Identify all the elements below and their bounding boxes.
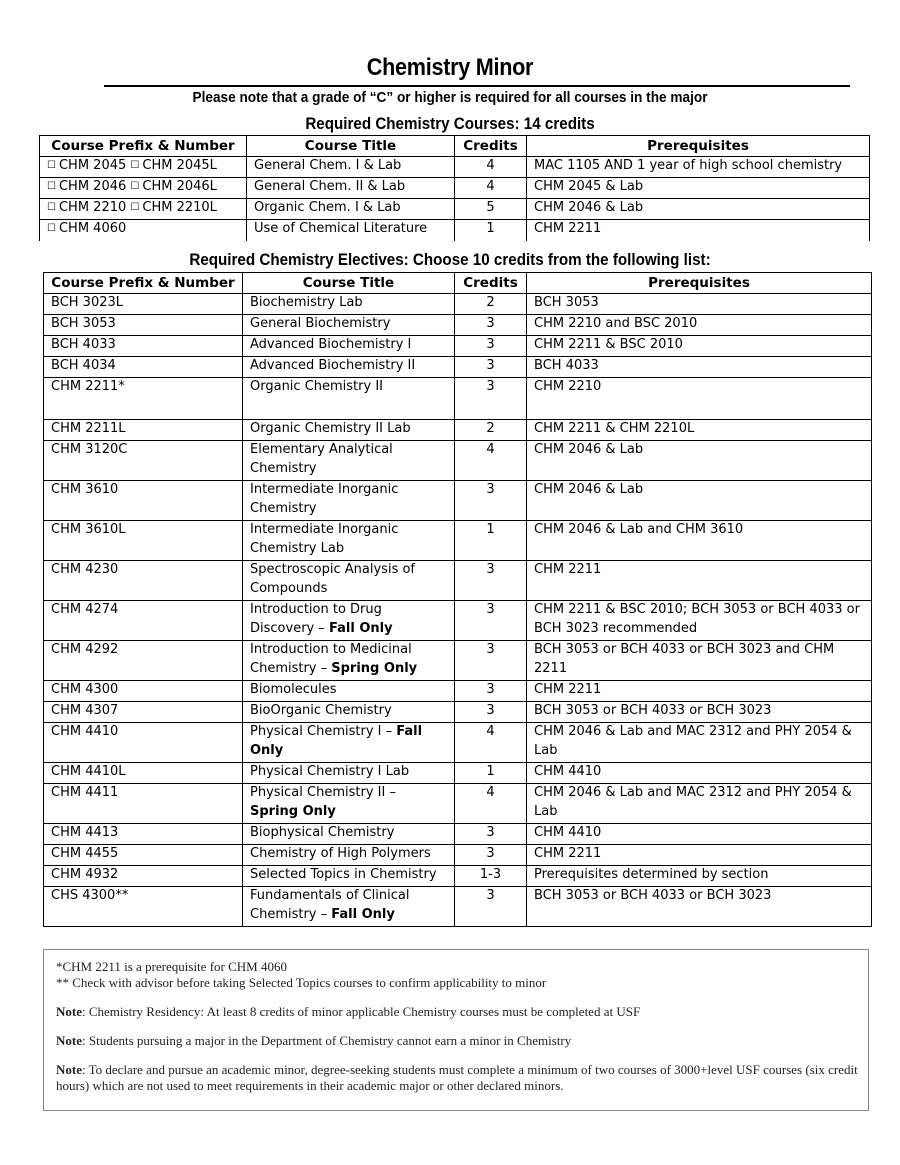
course-prerequisites: BCH 3053 or BCH 4033 or BCH 3023 xyxy=(527,702,872,723)
course-title xyxy=(243,441,455,481)
electives-heading: Required Chemistry Electives: Choose 10 credits from the following list: xyxy=(189,251,711,269)
course-prerequisites: CHM 2046 & Lab and MAC 2312 and PHY 2054 & Lab xyxy=(527,723,872,763)
checkbox-icon[interactable]: ☐ xyxy=(130,160,140,171)
note-text: : To declare and pursue an academic minor, degree-seeking students must complete a minimum of two courses of 3000+level USF courses (six credit hours) which are not used to meet requirements in their academic major or other declared minors. xyxy=(56,1062,858,1093)
table-row xyxy=(44,378,872,420)
column-header: Course Prefix & Number xyxy=(44,273,243,294)
course-number: CHM 4307 xyxy=(44,702,243,723)
table-row xyxy=(44,294,872,315)
column-header: Credits xyxy=(455,136,527,157)
course-prerequisites: CHM 2045 & Lab xyxy=(527,178,870,199)
course-title xyxy=(243,420,455,441)
course-credits: 3 xyxy=(455,357,527,378)
course-number: CHM 2211L xyxy=(44,420,243,441)
table-row xyxy=(44,336,872,357)
course-title-text: Selected Topics in Chemistry xyxy=(250,867,437,882)
course-title xyxy=(243,294,455,315)
course-title: Organic Chem. I & Lab xyxy=(247,199,455,220)
course-title xyxy=(243,824,455,845)
course-prerequisites: CHM 2210 and BSC 2010 xyxy=(527,315,872,336)
course-prerequisites: CHM 2210 xyxy=(527,378,872,420)
course-credits: 3 xyxy=(455,315,527,336)
course-credits: 3 xyxy=(455,887,527,927)
checkbox-icon[interactable]: ☐ xyxy=(47,181,56,192)
course-title-text: Introduction to Medicinal Chemistry – xyxy=(250,642,412,676)
checkbox-icon[interactable]: ☐ xyxy=(130,181,140,192)
course-title xyxy=(243,521,455,561)
course-number: BCH 4033 xyxy=(44,336,243,357)
course-title-text: Physical Chemistry I – xyxy=(250,724,397,739)
course-title-text: Intermediate Inorganic Chemistry xyxy=(250,482,399,516)
course-credits: 4 xyxy=(455,723,527,763)
required-courses-table xyxy=(39,135,870,241)
course-credits: 2 xyxy=(455,294,527,315)
course-prerequisites: CHM 2211 & BSC 2010; BCH 3053 or BCH 4033 or BCH 3023 recommended xyxy=(527,601,872,641)
course-cell xyxy=(40,178,247,199)
course-title xyxy=(243,784,455,824)
course-credits: 3 xyxy=(455,845,527,866)
course-title xyxy=(243,723,455,763)
course-title xyxy=(243,887,455,927)
course-credits: 3 xyxy=(455,601,527,641)
table-row xyxy=(44,561,872,601)
note-label: Note xyxy=(56,1004,82,1019)
checkbox-icon[interactable]: ☐ xyxy=(47,202,56,213)
course-title xyxy=(243,763,455,784)
course-credits: 3 xyxy=(455,702,527,723)
table-row xyxy=(44,702,872,723)
table-row xyxy=(40,178,870,199)
course-number: CHM 2046L xyxy=(142,179,217,194)
course-prerequisites: CHM 2046 & Lab xyxy=(527,441,872,481)
course-number: CHM 4410L xyxy=(44,763,243,784)
course-title xyxy=(243,357,455,378)
course-title-text: Physical Chemistry I Lab xyxy=(250,764,410,779)
table-row xyxy=(40,220,870,241)
course-credits: 4 xyxy=(455,178,527,199)
note-label: Note xyxy=(56,1033,82,1048)
course-prerequisites: CHM 2211 & BSC 2010 xyxy=(527,336,872,357)
course-prerequisites: CHM 2046 & Lab xyxy=(527,481,872,521)
table-row xyxy=(44,784,872,824)
course-credits: 1-3 xyxy=(455,866,527,887)
course-number: CHM 4300 xyxy=(44,681,243,702)
table-row xyxy=(44,763,872,784)
course-title-text: Elementary Analytical Chemistry xyxy=(250,442,393,476)
table-row xyxy=(44,441,872,481)
course-title-text: BioOrganic Chemistry xyxy=(250,703,392,718)
course-prerequisites: MAC 1105 AND 1 year of high school chemistry xyxy=(527,157,870,178)
course-credits: 3 xyxy=(455,336,527,357)
course-title: General Chem. II & Lab xyxy=(247,178,455,199)
course-prerequisites: CHM 2211 & CHM 2210L xyxy=(527,420,872,441)
course-title-text: Biochemistry Lab xyxy=(250,295,363,310)
column-header: Credits xyxy=(455,273,527,294)
course-title-text: Chemistry of High Polymers xyxy=(250,846,431,861)
column-header: Prerequisites xyxy=(527,273,872,294)
course-credits: 4 xyxy=(455,157,527,178)
course-title: Use of Chemical Literature xyxy=(247,220,455,241)
table-row xyxy=(44,315,872,336)
table-row xyxy=(44,887,872,927)
page-title: Chemistry Minor xyxy=(366,54,534,81)
course-credits: 3 xyxy=(455,378,527,420)
course-title-text: Organic Chemistry II xyxy=(250,379,383,394)
note-major-restriction xyxy=(56,1033,858,1049)
table-row xyxy=(44,681,872,702)
table-row xyxy=(44,866,872,887)
course-title xyxy=(243,601,455,641)
course-credits: 4 xyxy=(455,784,527,824)
course-title xyxy=(243,378,455,420)
course-title xyxy=(243,866,455,887)
course-number: CHM 4455 xyxy=(44,845,243,866)
term-availability: Fall Only xyxy=(329,620,393,636)
table-row xyxy=(44,723,872,763)
course-cell xyxy=(40,157,247,178)
course-prerequisites: Prerequisites determined by section xyxy=(527,866,872,887)
course-title-text: Biophysical Chemistry xyxy=(250,825,395,840)
course-title xyxy=(243,845,455,866)
column-header: Course Title xyxy=(247,136,455,157)
note-label: Note xyxy=(56,1062,82,1077)
table-row xyxy=(40,157,870,178)
course-number: CHM 3120C xyxy=(44,441,243,481)
course-credits: 4 xyxy=(455,441,527,481)
footnote-star: *CHM 2211 is a prerequisite for CHM 4060 xyxy=(56,959,287,974)
course-title-text: Advanced Biochemistry I xyxy=(250,337,412,352)
course-prerequisites: CHM 2211 xyxy=(527,681,872,702)
column-header: Course Prefix & Number xyxy=(40,136,247,157)
course-prerequisites: BCH 3053 xyxy=(527,294,872,315)
course-number: CHM 4274 xyxy=(44,601,243,641)
course-number: CHM 3610 xyxy=(44,481,243,521)
electives-table xyxy=(43,272,872,927)
course-title xyxy=(243,681,455,702)
course-credits: 3 xyxy=(455,824,527,845)
course-prerequisites: CHM 2211 xyxy=(527,220,870,241)
course-credits: 1 xyxy=(455,763,527,784)
checkbox-icon[interactable]: ☐ xyxy=(47,160,56,171)
table-row xyxy=(44,824,872,845)
table-row xyxy=(44,601,872,641)
footnote-double-star: ** Check with advisor before taking Selected Topics courses to confirm applicability to minor xyxy=(56,975,547,990)
course-title-text: Advanced Biochemistry II xyxy=(250,358,416,373)
course-number: CHM 4410 xyxy=(44,723,243,763)
course-number: CHM 2211* xyxy=(44,378,243,420)
course-title-text: Spectroscopic Analysis of Compounds xyxy=(250,562,416,596)
course-credits: 1 xyxy=(455,521,527,561)
course-title xyxy=(243,561,455,601)
course-number: CHM 4411 xyxy=(44,784,243,824)
course-prerequisites: BCH 4033 xyxy=(527,357,872,378)
course-number: CHM 2045L xyxy=(142,158,217,173)
note-residency xyxy=(56,1004,858,1020)
course-prerequisites: CHM 2046 & Lab xyxy=(527,199,870,220)
term-availability: Spring Only xyxy=(250,803,336,819)
course-number: CHM 2045 xyxy=(58,158,127,173)
course-title xyxy=(243,481,455,521)
course-prerequisites: CHM 2046 & Lab and MAC 2312 and PHY 2054 & Lab xyxy=(527,784,872,824)
course-title xyxy=(243,315,455,336)
course-number: CHM 4292 xyxy=(44,641,243,681)
table-header-row xyxy=(44,273,872,294)
table-row xyxy=(40,199,870,220)
course-number: BCH 4034 xyxy=(44,357,243,378)
course-title xyxy=(243,641,455,681)
course-title-text: Biomolecules xyxy=(250,682,337,697)
course-title-text: General Biochemistry xyxy=(250,316,391,331)
footnotes-box xyxy=(43,949,869,1111)
course-prerequisites: BCH 3053 or BCH 4033 or BCH 3023 xyxy=(527,887,872,927)
table-header-row xyxy=(40,136,870,157)
course-title xyxy=(243,702,455,723)
course-credits: 3 xyxy=(455,561,527,601)
course-prerequisites: CHM 2046 & Lab and CHM 3610 xyxy=(527,521,872,561)
note-text: : Students pursuing a major in the Department of Chemistry cannot earn a minor in Chemistry xyxy=(82,1033,572,1048)
table-row xyxy=(44,845,872,866)
checkbox-icon[interactable]: ☐ xyxy=(130,202,140,213)
course-prerequisites: BCH 3053 or BCH 4033 or BCH 3023 and CHM 2211 xyxy=(527,641,872,681)
course-number: CHM 4932 xyxy=(44,866,243,887)
course-credits: 1 xyxy=(455,220,527,241)
title-divider xyxy=(104,85,850,87)
course-number: CHM 4230 xyxy=(44,561,243,601)
course-prerequisites: CHM 4410 xyxy=(527,763,872,784)
course-title-text: Physical Chemistry II – xyxy=(250,785,396,800)
term-availability: Fall Only xyxy=(331,906,395,922)
column-header: Prerequisites xyxy=(527,136,870,157)
course-title-text: Introduction to Drug Discovery – xyxy=(250,602,382,636)
course-prerequisites: CHM 4410 xyxy=(527,824,872,845)
course-number: CHM 2210 xyxy=(58,200,127,215)
course-number: BCH 3023L xyxy=(44,294,243,315)
course-number: CHM 4413 xyxy=(44,824,243,845)
course-cell xyxy=(40,199,247,220)
course-title-text: Intermediate Inorganic Chemistry Lab xyxy=(250,522,399,556)
course-cell xyxy=(40,220,247,241)
note-text: : Chemistry Residency: At least 8 credits of minor applicable Chemistry courses must be completed at USF xyxy=(82,1004,641,1019)
table-row xyxy=(44,481,872,521)
course-number: CHM 4060 xyxy=(58,221,127,236)
table-row xyxy=(44,420,872,441)
course-credits: 3 xyxy=(455,681,527,702)
course-credits: 3 xyxy=(455,481,527,521)
course-number: CHM 2046 xyxy=(58,179,127,194)
course-title xyxy=(243,336,455,357)
term-availability: Spring Only xyxy=(331,660,418,676)
course-number: BCH 3053 xyxy=(44,315,243,336)
course-title: General Chem. I & Lab xyxy=(247,157,455,178)
required-courses-heading: Required Chemistry Courses: 14 credits xyxy=(305,115,595,133)
note-declaration xyxy=(56,1062,858,1094)
table-row xyxy=(44,357,872,378)
course-title-text: Fundamentals of Clinical Chemistry – xyxy=(250,888,410,922)
course-number: CHS 4300** xyxy=(44,887,243,927)
table-row xyxy=(44,521,872,561)
course-credits: 3 xyxy=(455,641,527,681)
course-number: CHM 3610L xyxy=(44,521,243,561)
table-row xyxy=(44,641,872,681)
grade-requirement-note: Please note that a grade of “C” or higher is required for all courses in the major xyxy=(192,90,708,106)
course-prerequisites: CHM 2211 xyxy=(527,561,872,601)
checkbox-icon[interactable]: ☐ xyxy=(47,223,56,234)
course-credits: 5 xyxy=(455,199,527,220)
term-availability: Fall Only xyxy=(250,724,423,758)
column-header: Course Title xyxy=(243,273,455,294)
course-credits: 2 xyxy=(455,420,527,441)
course-prerequisites: CHM 2211 xyxy=(527,845,872,866)
course-title-text: Organic Chemistry II Lab xyxy=(250,421,411,436)
course-number: CHM 2210L xyxy=(142,200,217,215)
